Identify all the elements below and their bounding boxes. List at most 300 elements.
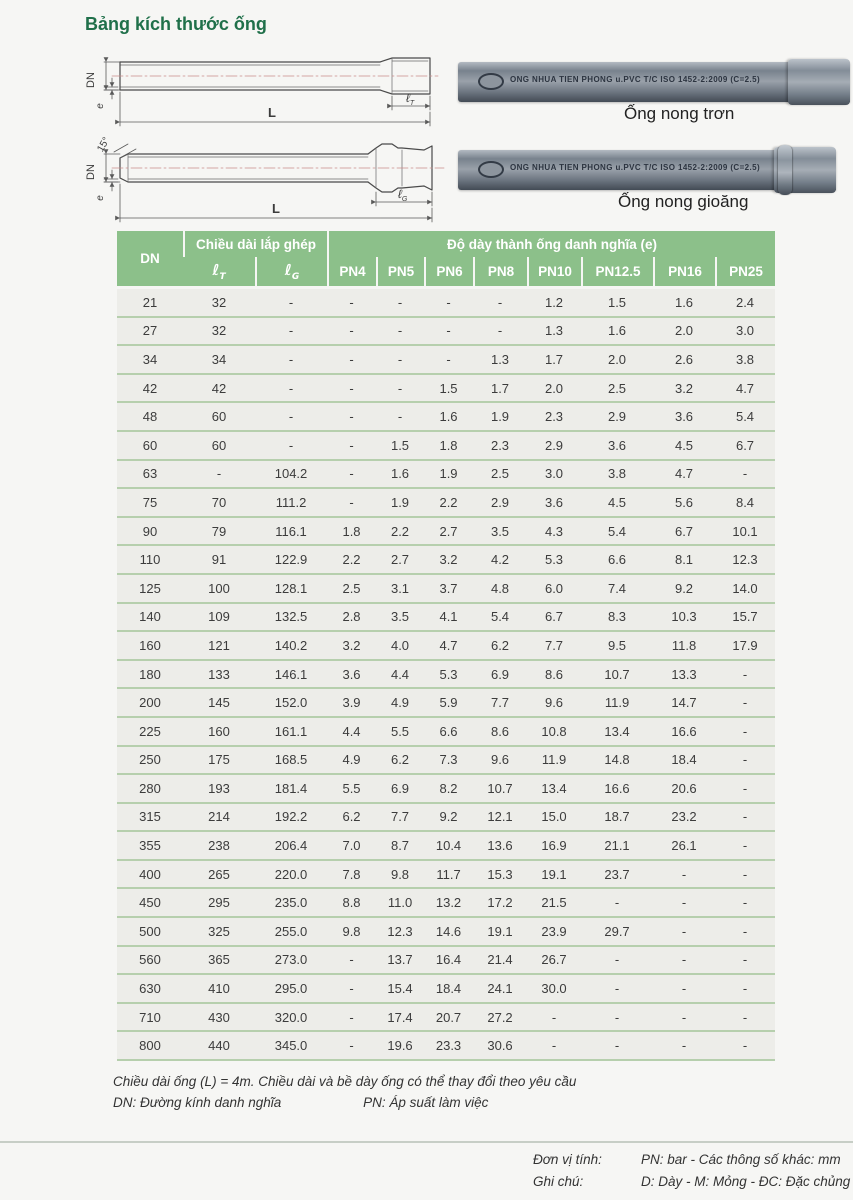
value-cell: 365 xyxy=(183,947,255,976)
value-cell: - xyxy=(376,318,424,347)
value-cell: 79 xyxy=(183,518,255,547)
socket-length-label: ℓ xyxy=(406,91,410,105)
length-label: L xyxy=(272,201,280,216)
value-cell: 10.1 xyxy=(715,518,775,547)
value-cell: 3.6 xyxy=(327,661,376,690)
value-cell: 4.2 xyxy=(473,546,527,575)
value-cell: 4.8 xyxy=(473,575,527,604)
value-cell: 2.9 xyxy=(473,489,527,518)
value-cell: 133 xyxy=(183,661,255,690)
chamfer-angle-label: 15° xyxy=(95,135,113,155)
value-cell: - xyxy=(581,947,653,976)
value-cell: - xyxy=(715,918,775,947)
value-cell: 4.4 xyxy=(327,718,376,747)
value-cell: 8.6 xyxy=(527,661,581,690)
value-cell: 6.2 xyxy=(473,632,527,661)
value-cell: 2.2 xyxy=(424,489,473,518)
value-cell: 8.1 xyxy=(653,546,715,575)
value-cell: 4.0 xyxy=(376,632,424,661)
value-cell: - xyxy=(715,1004,775,1033)
value-cell: 132.5 xyxy=(255,604,327,633)
unit-value: PN: bar - Các thông số khác: mm xyxy=(641,1152,841,1167)
value-cell: 6.7 xyxy=(653,518,715,547)
value-cell: 2.7 xyxy=(424,518,473,547)
col-header-pn6: PN6 xyxy=(424,257,473,286)
value-cell: - xyxy=(715,661,775,690)
value-cell: 91 xyxy=(183,546,255,575)
value-cell: 23.3 xyxy=(424,1032,473,1061)
value-cell: 42 xyxy=(183,375,255,404)
value-cell: 192.2 xyxy=(255,804,327,833)
value-cell: 6.7 xyxy=(715,432,775,461)
col-header-pn5: PN5 xyxy=(376,257,424,286)
table-row xyxy=(117,546,775,575)
brand-logo xyxy=(478,73,504,90)
value-cell: 295.0 xyxy=(255,975,327,1004)
value-cell: 10.7 xyxy=(473,775,527,804)
col-header-assembly-length: Chiều dài lắp ghép xyxy=(183,231,327,257)
table-row xyxy=(117,747,775,776)
value-cell: 11.7 xyxy=(424,861,473,890)
value-cell: 10.4 xyxy=(424,832,473,861)
value-cell: 1.5 xyxy=(376,432,424,461)
value-cell: 15.3 xyxy=(473,861,527,890)
dn-cell: 280 xyxy=(117,775,183,804)
value-cell: - xyxy=(327,489,376,518)
table-row xyxy=(117,318,775,347)
pipe-dimension-table xyxy=(117,231,775,1061)
value-cell: - xyxy=(581,889,653,918)
value-cell: 12.1 xyxy=(473,804,527,833)
value-cell: 4.9 xyxy=(376,689,424,718)
dn-cell: 27 xyxy=(117,318,183,347)
value-cell: 5.3 xyxy=(424,661,473,690)
value-cell: 4.7 xyxy=(424,632,473,661)
dn-cell: 21 xyxy=(117,286,183,318)
value-cell: 9.6 xyxy=(473,747,527,776)
value-cell: - xyxy=(327,403,376,432)
value-cell: 104.2 xyxy=(255,461,327,490)
value-cell: 116.1 xyxy=(255,518,327,547)
dn-cell: 48 xyxy=(117,403,183,432)
dn-cell: 355 xyxy=(117,832,183,861)
value-cell: 128.1 xyxy=(255,575,327,604)
value-cell: 10.8 xyxy=(527,718,581,747)
value-cell: - xyxy=(327,1004,376,1033)
e-label: e xyxy=(95,103,106,109)
table-row xyxy=(117,861,775,890)
value-cell: 1.2 xyxy=(527,286,581,318)
dn-cell: 200 xyxy=(117,689,183,718)
value-cell: 5.4 xyxy=(473,604,527,633)
col-header-lt: ℓ$_T$ xyxy=(183,257,255,286)
plain-pipe-caption: Ống nong trơn xyxy=(624,104,735,123)
value-cell: 1.5 xyxy=(581,286,653,318)
value-cell: 70 xyxy=(183,489,255,518)
value-cell: 1.3 xyxy=(527,318,581,347)
value-cell: 17.2 xyxy=(473,889,527,918)
value-cell: 29.7 xyxy=(581,918,653,947)
value-cell: 11.9 xyxy=(581,689,653,718)
dn-cell: 450 xyxy=(117,889,183,918)
value-cell: 7.0 xyxy=(327,832,376,861)
value-cell: 20.7 xyxy=(424,1004,473,1033)
value-cell: 5.5 xyxy=(327,775,376,804)
table-row xyxy=(117,975,775,1004)
value-cell: 8.4 xyxy=(715,489,775,518)
value-cell: 21.4 xyxy=(473,947,527,976)
value-cell: 6.2 xyxy=(376,747,424,776)
svg-text:ℓT: ℓ$_T$ xyxy=(406,91,415,107)
dn-cell: 180 xyxy=(117,661,183,690)
col-header-pn4: PN4 xyxy=(327,257,376,286)
value-cell: 23.7 xyxy=(581,861,653,890)
value-cell: 18.4 xyxy=(424,975,473,1004)
value-cell: 273.0 xyxy=(255,947,327,976)
footer-notes xyxy=(533,1152,850,1189)
table-row xyxy=(117,661,775,690)
value-cell: 161.1 xyxy=(255,718,327,747)
value-cell: 7.3 xyxy=(424,747,473,776)
value-cell: - xyxy=(715,861,775,890)
page-title: Bảng kích thước ống xyxy=(85,14,267,34)
value-cell: - xyxy=(653,889,715,918)
value-cell: - xyxy=(653,947,715,976)
value-cell: 14.8 xyxy=(581,747,653,776)
value-cell: - xyxy=(327,947,376,976)
value-cell: 3.5 xyxy=(376,604,424,633)
value-cell: 8.6 xyxy=(473,718,527,747)
dn-cell: 60 xyxy=(117,432,183,461)
value-cell: - xyxy=(424,318,473,347)
table-row xyxy=(117,604,775,633)
value-cell: - xyxy=(473,286,527,318)
table-row xyxy=(117,889,775,918)
col-header-pn8: PN8 xyxy=(473,257,527,286)
table-row xyxy=(117,461,775,490)
value-cell: 34 xyxy=(183,346,255,375)
value-cell: 4.4 xyxy=(376,661,424,690)
table-row xyxy=(117,286,775,318)
value-cell: 13.7 xyxy=(376,947,424,976)
table-row xyxy=(117,346,775,375)
value-cell: 168.5 xyxy=(255,747,327,776)
note-dn: DN: Đường kính danh nghĩa xyxy=(113,1095,282,1110)
value-cell: - xyxy=(327,286,376,318)
value-cell: 1.3 xyxy=(473,346,527,375)
value-cell: 30.0 xyxy=(527,975,581,1004)
value-cell: 1.9 xyxy=(424,461,473,490)
value-cell: 325 xyxy=(183,918,255,947)
plain-pipe-photo xyxy=(458,62,850,102)
value-cell: 3.2 xyxy=(653,375,715,404)
table-row xyxy=(117,632,775,661)
dn-cell: 800 xyxy=(117,1032,183,1061)
value-cell: 19.1 xyxy=(527,861,581,890)
value-cell: 100 xyxy=(183,575,255,604)
value-cell: 265 xyxy=(183,861,255,890)
value-cell: 23.9 xyxy=(527,918,581,947)
table-row xyxy=(117,947,775,976)
table-row xyxy=(117,1004,775,1033)
value-cell: - xyxy=(715,889,775,918)
value-cell: 2.5 xyxy=(581,375,653,404)
value-cell: - xyxy=(255,403,327,432)
value-cell: - xyxy=(327,1032,376,1061)
dn-cell: 42 xyxy=(117,375,183,404)
value-cell: 14.0 xyxy=(715,575,775,604)
value-cell: 7.7 xyxy=(376,804,424,833)
table-row xyxy=(117,403,775,432)
table-row xyxy=(117,489,775,518)
legend-value: D: Dày - M: Mỏng - ĐC: Đặc chủng xyxy=(641,1174,851,1189)
value-cell: - xyxy=(715,461,775,490)
value-cell: 1.6 xyxy=(581,318,653,347)
value-cell: - xyxy=(653,975,715,1004)
value-cell: 181.4 xyxy=(255,775,327,804)
value-cell: 109 xyxy=(183,604,255,633)
value-cell: 19.6 xyxy=(376,1032,424,1061)
value-cell: 1.8 xyxy=(424,432,473,461)
value-cell: 21.5 xyxy=(527,889,581,918)
value-cell: 11.8 xyxy=(653,632,715,661)
value-cell: - xyxy=(715,947,775,976)
dn-cell: 110 xyxy=(117,546,183,575)
value-cell: 345.0 xyxy=(255,1032,327,1061)
value-cell: 4.5 xyxy=(581,489,653,518)
value-cell: - xyxy=(715,718,775,747)
value-cell: 160 xyxy=(183,718,255,747)
table-row xyxy=(117,689,775,718)
value-cell: 145 xyxy=(183,689,255,718)
value-cell: 17.4 xyxy=(376,1004,424,1033)
value-cell: - xyxy=(327,432,376,461)
dn-cell: 125 xyxy=(117,575,183,604)
table-row xyxy=(117,832,775,861)
value-cell: - xyxy=(424,286,473,318)
value-cell: 4.7 xyxy=(653,461,715,490)
value-cell: - xyxy=(376,403,424,432)
table-row xyxy=(117,718,775,747)
value-cell: 2.9 xyxy=(581,403,653,432)
value-cell: 11.0 xyxy=(376,889,424,918)
value-cell: 9.5 xyxy=(581,632,653,661)
value-cell: 4.9 xyxy=(327,747,376,776)
value-cell: 7.4 xyxy=(581,575,653,604)
value-cell: 20.6 xyxy=(653,775,715,804)
dn-cell: 140 xyxy=(117,604,183,633)
dn-cell: 160 xyxy=(117,632,183,661)
value-cell: 13.6 xyxy=(473,832,527,861)
value-cell: - xyxy=(255,286,327,318)
value-cell: 60 xyxy=(183,403,255,432)
value-cell: 27.2 xyxy=(473,1004,527,1033)
plain-socket xyxy=(788,59,850,105)
value-cell: 18.7 xyxy=(581,804,653,833)
value-cell: - xyxy=(715,747,775,776)
value-cell: 220.0 xyxy=(255,861,327,890)
dn-cell: 34 xyxy=(117,346,183,375)
value-cell: - xyxy=(581,975,653,1004)
value-cell: 5.3 xyxy=(527,546,581,575)
value-cell: 2.3 xyxy=(527,403,581,432)
value-cell: - xyxy=(653,918,715,947)
value-cell: 2.2 xyxy=(376,518,424,547)
dn-cell: 63 xyxy=(117,461,183,490)
value-cell: 3.1 xyxy=(376,575,424,604)
value-cell: 32 xyxy=(183,286,255,318)
value-cell: 19.1 xyxy=(473,918,527,947)
value-cell: 3.0 xyxy=(715,318,775,347)
value-cell: - xyxy=(376,375,424,404)
value-cell: 1.7 xyxy=(473,375,527,404)
value-cell: 146.1 xyxy=(255,661,327,690)
value-cell: - xyxy=(376,286,424,318)
value-cell: 206.4 xyxy=(255,832,327,861)
value-cell: 13.4 xyxy=(581,718,653,747)
value-cell: - xyxy=(327,346,376,375)
value-cell: 1.6 xyxy=(653,286,715,318)
value-cell: 5.6 xyxy=(653,489,715,518)
value-cell: - xyxy=(581,1032,653,1061)
dn-cell: 75 xyxy=(117,489,183,518)
value-cell: 16.6 xyxy=(653,718,715,747)
value-cell: 2.2 xyxy=(327,546,376,575)
value-cell: 3.6 xyxy=(653,403,715,432)
value-cell: - xyxy=(327,975,376,1004)
legend-label: Ghi chú: xyxy=(533,1174,584,1189)
value-cell: 13.3 xyxy=(653,661,715,690)
value-cell: 3.2 xyxy=(327,632,376,661)
col-header-lg: ℓ$_G$ xyxy=(255,257,327,286)
value-cell: 9.6 xyxy=(527,689,581,718)
value-cell: - xyxy=(255,346,327,375)
col-header-pn25: PN25 xyxy=(715,257,775,286)
value-cell: 320.0 xyxy=(255,1004,327,1033)
value-cell: 18.4 xyxy=(653,747,715,776)
dn-label: DN xyxy=(85,164,97,180)
value-cell: 7.8 xyxy=(327,861,376,890)
pipe-table-body xyxy=(117,286,775,1061)
value-cell: 2.0 xyxy=(527,375,581,404)
value-cell: 121 xyxy=(183,632,255,661)
value-cell: 214 xyxy=(183,804,255,833)
value-cell: 2.3 xyxy=(473,432,527,461)
value-cell: - xyxy=(255,375,327,404)
table-notes xyxy=(113,1071,576,1113)
value-cell: 24.1 xyxy=(473,975,527,1004)
plain-socket-pipe-drawing xyxy=(58,48,443,136)
value-cell: 13.4 xyxy=(527,775,581,804)
value-cell: 9.8 xyxy=(327,918,376,947)
value-cell: 2.8 xyxy=(327,604,376,633)
value-cell: 6.6 xyxy=(581,546,653,575)
dn-cell: 250 xyxy=(117,747,183,776)
value-cell: 2.5 xyxy=(327,575,376,604)
value-cell: - xyxy=(715,804,775,833)
value-cell: 111.2 xyxy=(255,489,327,518)
table-row xyxy=(117,375,775,404)
value-cell: 1.6 xyxy=(424,403,473,432)
value-cell: - xyxy=(255,318,327,347)
value-cell: 7.7 xyxy=(473,689,527,718)
value-cell: 15.4 xyxy=(376,975,424,1004)
value-cell: 3.7 xyxy=(424,575,473,604)
value-cell: 2.0 xyxy=(581,346,653,375)
value-cell: 13.2 xyxy=(424,889,473,918)
table-row xyxy=(117,804,775,833)
value-cell: 10.7 xyxy=(581,661,653,690)
value-cell: 6.2 xyxy=(327,804,376,833)
value-cell: 5.4 xyxy=(715,403,775,432)
svg-text:ℓG: ℓ$_G$ xyxy=(398,187,408,203)
value-cell: 9.2 xyxy=(424,804,473,833)
value-cell: 1.6 xyxy=(376,461,424,490)
value-cell: 8.3 xyxy=(581,604,653,633)
value-cell: 6.6 xyxy=(424,718,473,747)
value-cell: - xyxy=(715,689,775,718)
pipe-print-text: ONG NHUA TIEN PHONG u.PVC T/C ISO 1452-2:2009 (C=2.5) xyxy=(510,163,761,172)
table-row xyxy=(117,575,775,604)
table-row xyxy=(117,918,775,947)
value-cell: 2.0 xyxy=(653,318,715,347)
value-cell: - xyxy=(715,975,775,1004)
value-cell: 3.6 xyxy=(581,432,653,461)
value-cell: 3.9 xyxy=(327,689,376,718)
value-cell: 6.7 xyxy=(527,604,581,633)
value-cell: - xyxy=(715,1032,775,1061)
value-cell: - xyxy=(183,461,255,490)
value-cell: 235.0 xyxy=(255,889,327,918)
value-cell: 255.0 xyxy=(255,918,327,947)
footer-divider xyxy=(0,1141,853,1143)
table-row xyxy=(117,775,775,804)
value-cell: 140.2 xyxy=(255,632,327,661)
value-cell: - xyxy=(715,775,775,804)
unit-label: Đơn vị tính: xyxy=(533,1152,602,1167)
value-cell: 440 xyxy=(183,1032,255,1061)
value-cell: - xyxy=(715,832,775,861)
dn-cell: 90 xyxy=(117,518,183,547)
value-cell: 1.8 xyxy=(327,518,376,547)
socket-length-label: ℓ xyxy=(398,187,402,201)
value-cell: 10.3 xyxy=(653,604,715,633)
value-cell: 17.9 xyxy=(715,632,775,661)
value-cell: - xyxy=(581,1004,653,1033)
value-cell: 1.9 xyxy=(473,403,527,432)
value-cell: 15.0 xyxy=(527,804,581,833)
brand-logo xyxy=(478,161,504,178)
value-cell: 4.1 xyxy=(424,604,473,633)
value-cell: 430 xyxy=(183,1004,255,1033)
value-cell: - xyxy=(327,318,376,347)
dn-cell: 710 xyxy=(117,1004,183,1033)
value-cell: 16.6 xyxy=(581,775,653,804)
value-cell: 5.4 xyxy=(581,518,653,547)
value-cell: 5.9 xyxy=(424,689,473,718)
value-cell: 9.2 xyxy=(653,575,715,604)
value-cell: - xyxy=(473,318,527,347)
dn-cell: 630 xyxy=(117,975,183,1004)
value-cell: 14.6 xyxy=(424,918,473,947)
value-cell: 6.9 xyxy=(376,775,424,804)
value-cell: - xyxy=(653,861,715,890)
value-cell: 4.5 xyxy=(653,432,715,461)
value-cell: 9.8 xyxy=(376,861,424,890)
value-cell: 14.7 xyxy=(653,689,715,718)
gasket-ring xyxy=(778,145,792,195)
value-cell: 238 xyxy=(183,832,255,861)
